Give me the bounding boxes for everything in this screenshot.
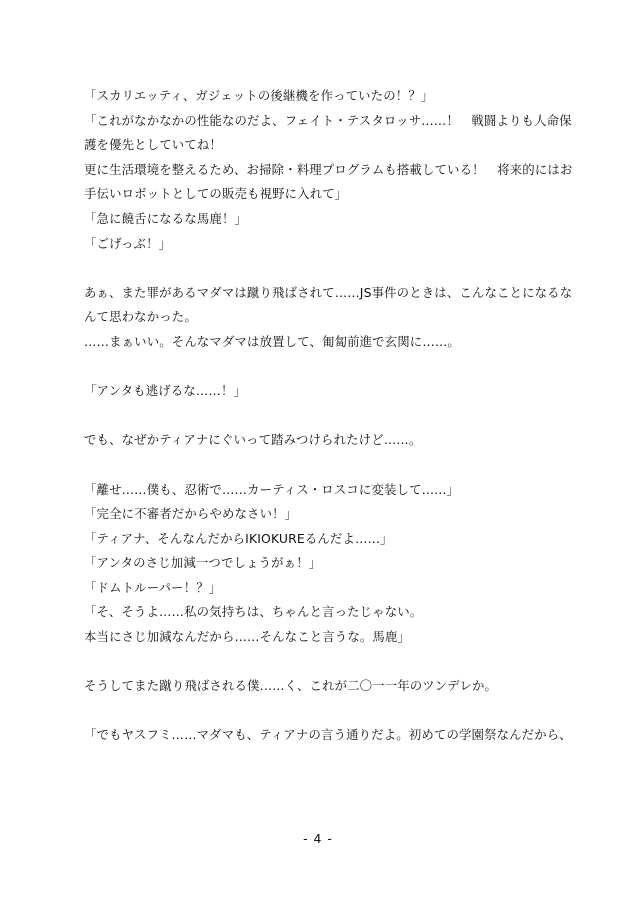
text-line: 更に生活環境を整えるため、お掃除・料理プログラムも搭載している！ 将来的にはお [84, 161, 573, 177]
text-line: 「これがなかなかの性能なのだよ、フェイト・テスタロッサ……！ 戦闘よりも人命保 [84, 112, 572, 128]
body-text [84, 84, 573, 748]
text-line: 「スカリエッティ、ガジェットの後継機を作っていたの！？」 [84, 88, 434, 103]
text-line: でも、なぜかティアナにぐいって踏みつけられたけど……。 [84, 432, 422, 448]
text-line: 「そ、そうよ……私の気持ちは、ちゃんと言ったじゃない。 [84, 604, 423, 620]
page-number: - 4 - [303, 831, 333, 846]
text-line: 「離せ……僕も、忍術で……カーティス・ロスコに変装して……」 [84, 481, 460, 497]
blank-line [84, 453, 564, 478]
text-line: 「完全に不審者だからやめなさい！」 [84, 506, 298, 522]
text-line: あぁ、また罪があるマダマは蹴り飛ばされて……JS事件のときは、こんなことになるな [84, 284, 573, 300]
text-line: 「アンタも逃げるな……！」 [84, 383, 247, 399]
text-line: 手伝いロボットとしての販売も視野に入れて」 [84, 186, 348, 202]
text-line: 「アンタのさじ加減一つでしょうがぁ！」 [84, 555, 322, 571]
text-line: 「ドムトルーパー！？」 [84, 579, 222, 595]
text-line: んて思わなかった。 [84, 309, 197, 325]
blank-line [84, 699, 564, 724]
text-line: 護を優先としていてね！ [84, 137, 222, 153]
blank-line [84, 650, 564, 675]
text-line: 「ティアナ、そんなんだからIKIOKUREるんだよ……」 [84, 530, 393, 546]
text-line: 「でもヤスフミ……マダマも、ティアナの言う通りだよ。初めての学園祭なんだから、 [84, 727, 572, 743]
text-line: 本当にさじ加減なんだから……そんなこと言うな。馬鹿」 [84, 629, 411, 645]
blank-line [84, 256, 564, 281]
text-line: ……まぁいい。そんなマダマは放置して、匍匐前進で玄関に……。 [84, 333, 460, 349]
blank-line [84, 355, 564, 380]
text-line: そうしてまた蹴り飛ばされる僕……く、これが二〇一一年のツンデレか。 [84, 678, 498, 694]
text-line: 「ごげっぶ！」 [84, 235, 172, 251]
blank-line [84, 404, 564, 429]
text-line: 「急に饒舌になるな馬鹿！」 [84, 210, 248, 226]
